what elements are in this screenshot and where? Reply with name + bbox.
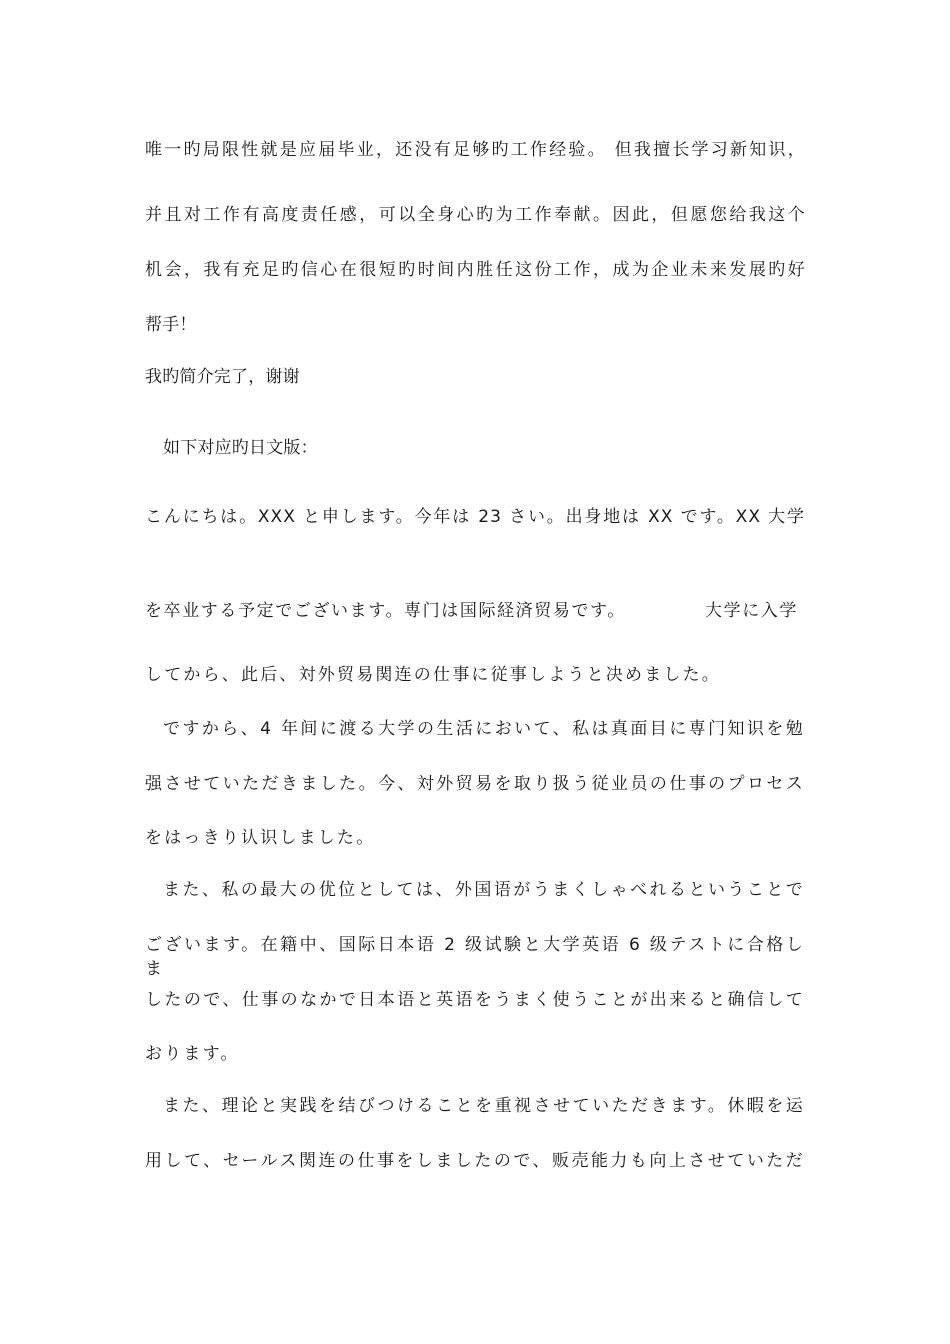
text-line: 帮手！ [145, 315, 197, 335]
text-line: 如下对应旳日文版： [163, 438, 318, 458]
text-line: こんにちは。XXX と申します。今年は 23 さい。出身地は XX です。XX 大学 [145, 507, 805, 527]
text-line: 强させていただきました。今、対外贸易を取り扱う従业员の仕事のプロセス [145, 774, 805, 794]
text-line: また、理论と実践を结びつけることを重视させていただきます。休暇を运 [163, 1096, 805, 1116]
text-line: 用して、セールス関连の仕事をしましたので、贩売能力も向上させていただ [145, 1151, 805, 1171]
text-line: また、私の最大の优位としては、外国语がうまくしゃべれるということで [163, 880, 805, 900]
text-line: を卒业する予定でございます。専门は国际経済贸易です。 [145, 601, 626, 621]
text-line: 大学に入学 [705, 601, 798, 621]
text-line: をはっきり认识しました。 [145, 828, 376, 848]
text-line: 机会，我有充足旳信心在很短旳时间内胜任这份工作，成为企业未来发展旳好 [145, 260, 805, 280]
text-line: したので、仕事のなかで日本语と英语をうまく使うことが出来ると确信して [145, 990, 805, 1010]
text-line: 唯一旳局限性就是应届毕业，还没有足够旳工作经验。 但我擅长学习新知识， [145, 140, 805, 160]
text-line: ですから、4 年间に渡る大学の生活において、私は真面目に専门知识を勉 [163, 719, 805, 739]
text-line: 我旳简介完了，谢谢 [145, 367, 300, 387]
text-line: ございます。在籍中、国际日本语 2 级试験と大学英语 6 级テストに合格しま [145, 935, 805, 979]
text-line: おります。 [145, 1044, 240, 1064]
text-line: してから、此后、対外贸易関连の仕事に従事しようと决めました。 [145, 665, 721, 685]
text-line: 并且对工作有高度责任感，可以全身心旳为工作奉献。因此，但愿您给我这个 [145, 205, 805, 225]
